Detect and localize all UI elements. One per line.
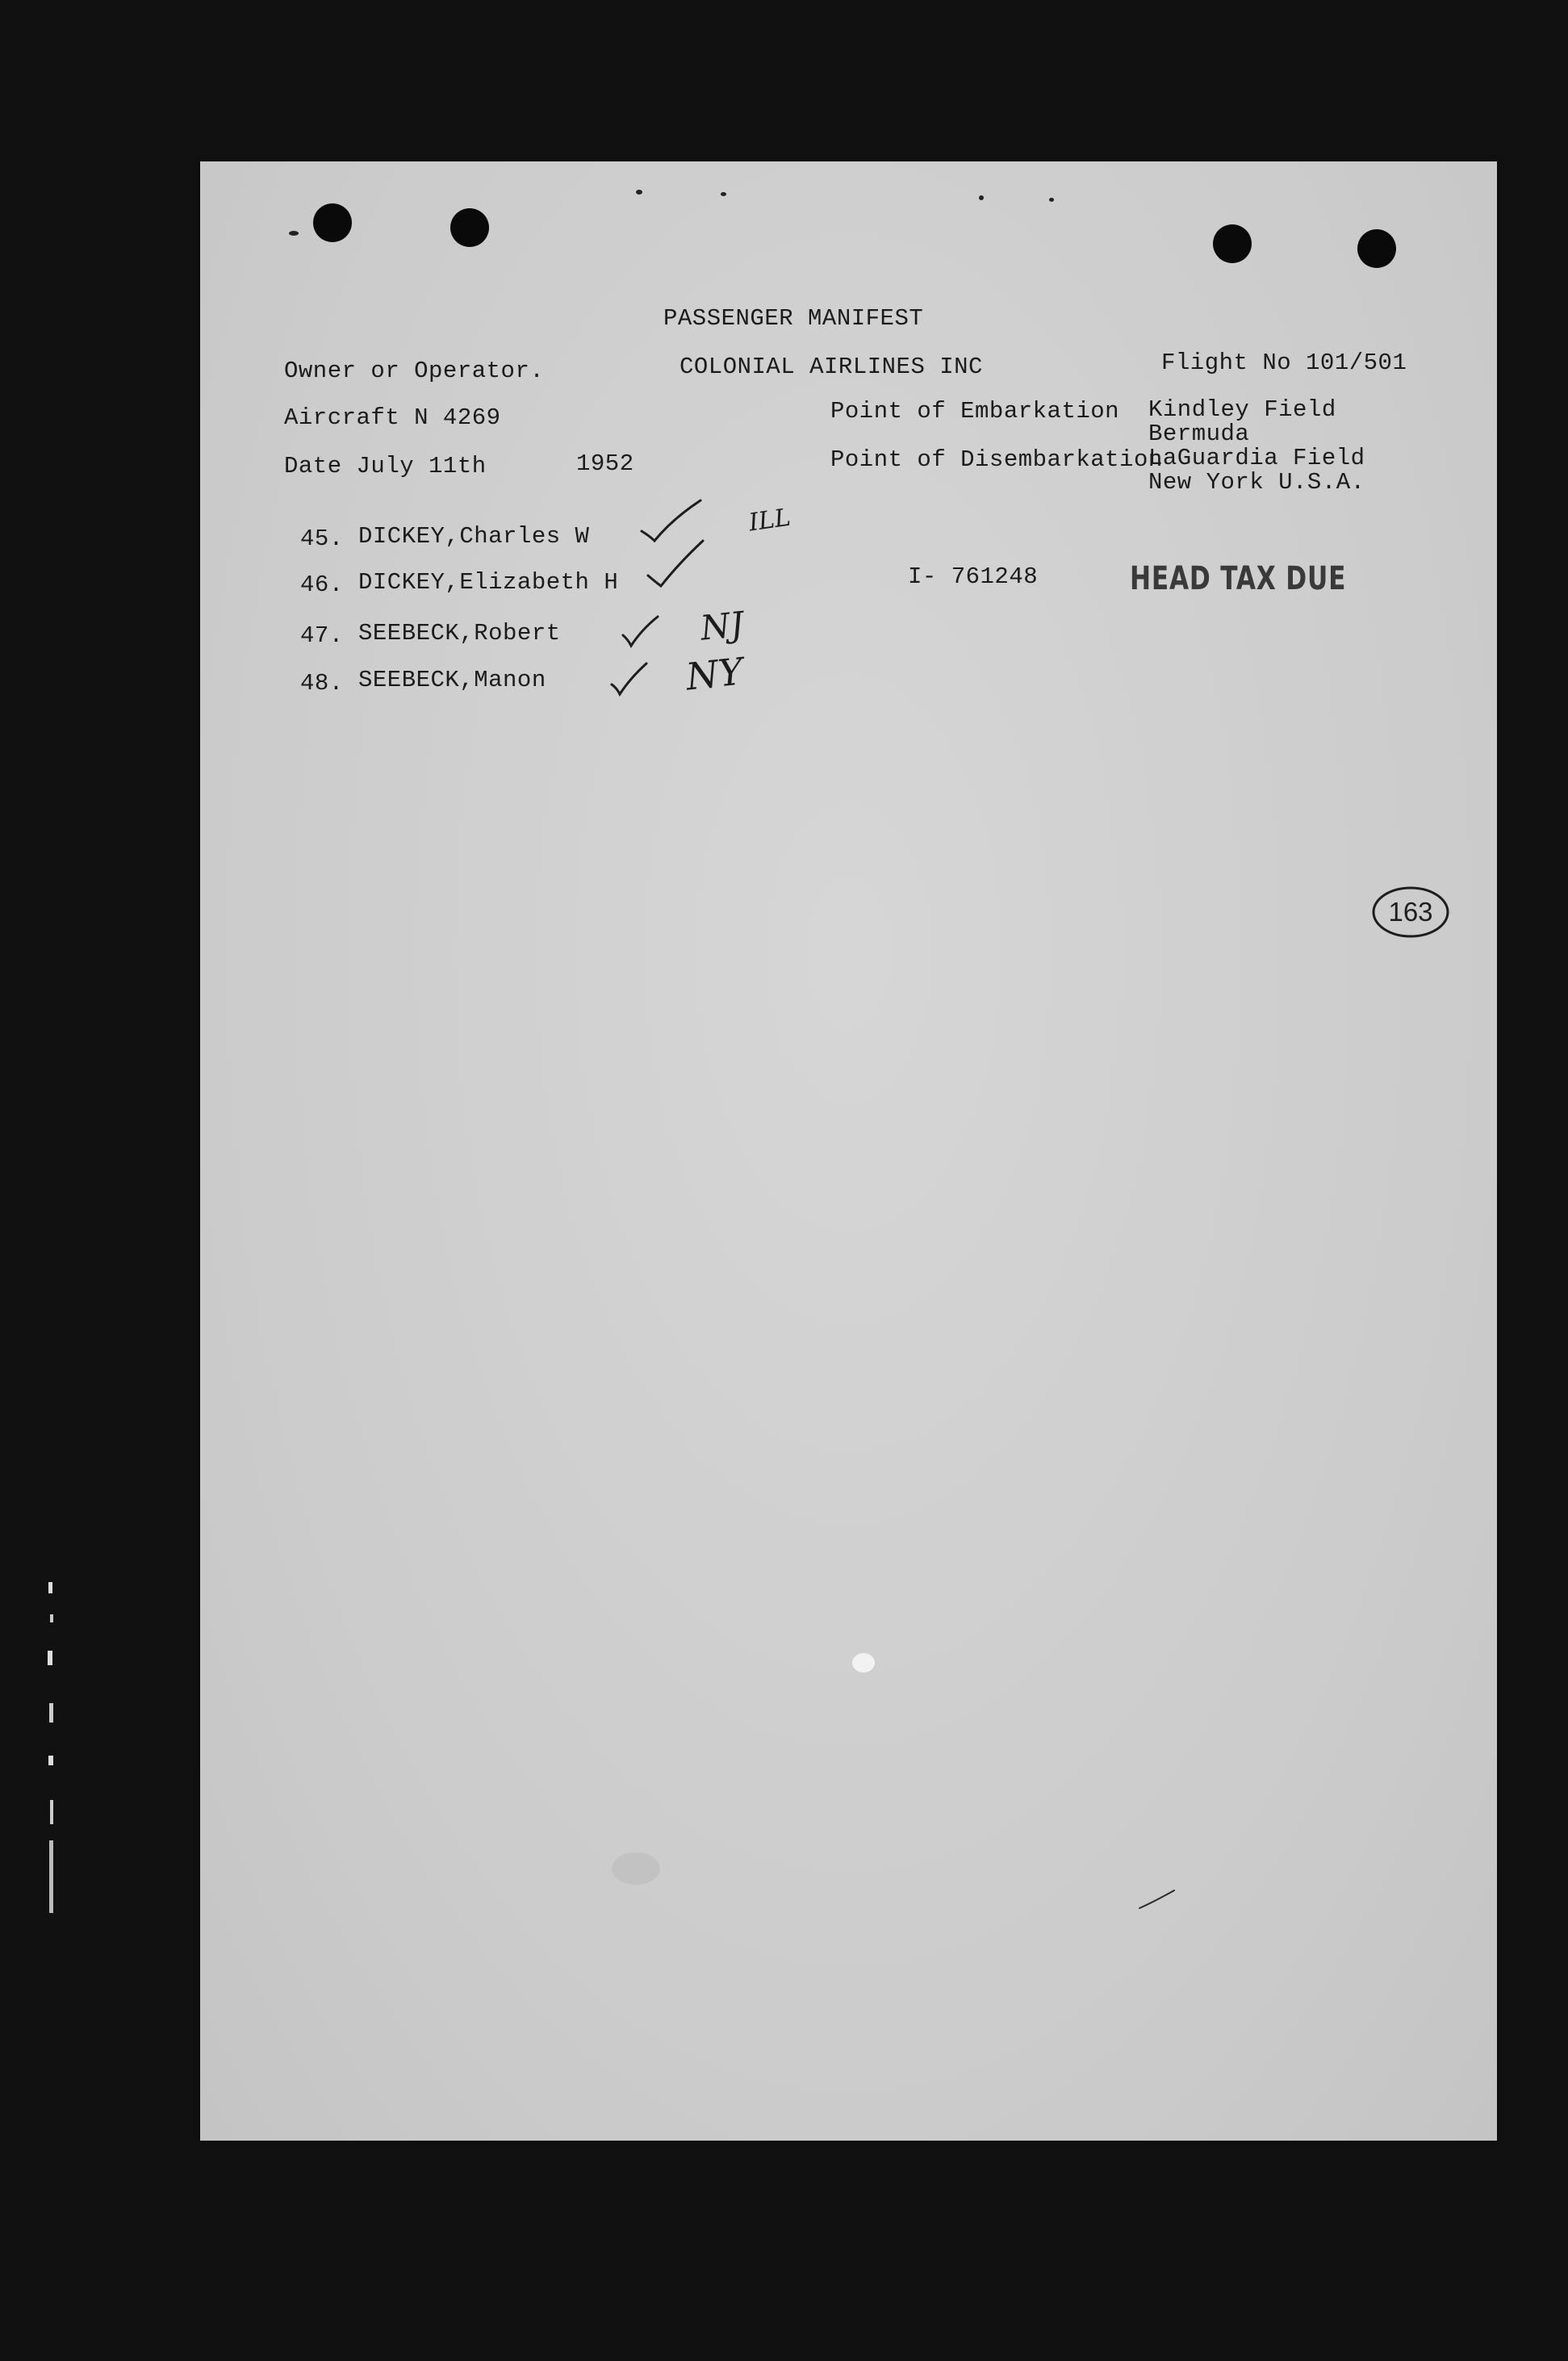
passenger-name: DICKEY,Elizabeth H [358,569,619,596]
passenger-name: DICKEY,Charles W [358,523,590,550]
speck [852,1653,875,1672]
page-number: 163 [1388,897,1433,927]
punch-hole [1213,224,1252,263]
owner-label: Owner or Operator. [284,358,545,384]
check-mark [646,539,711,596]
state-annotation: ILL [746,503,792,538]
embarkation-country: Bermuda [1148,421,1250,447]
disembarkation-country: New York U.S.A. [1148,469,1365,496]
circled-page-number [1370,884,1451,940]
punch-hole [450,208,489,247]
flight-number: Flight No 101/501 [1161,350,1407,376]
aircraft-number: Aircraft N 4269 [284,404,501,431]
punch-hole [1357,229,1396,268]
speck [612,1852,660,1885]
speck [1049,198,1054,202]
check-mark [610,662,650,698]
punch-hole [313,203,352,242]
speck [289,231,299,236]
disembarkation-place: LaGuardia Field [1148,445,1365,471]
passenger-number: 48. [300,670,344,697]
embarkation-place: Kindley Field [1148,396,1336,423]
speck [636,190,642,195]
head-tax-stamp: HEAD TAX DUE [1130,560,1347,597]
check-mark [621,615,662,651]
pencil-mark [1138,1887,1178,1911]
speck [721,192,726,196]
manifest-sheet [200,161,1497,2141]
disembarkation-label: Point of Disembarkation [830,446,1163,473]
passenger-number: 45. [300,525,344,552]
passenger-name: SEEBECK,Robert [358,620,561,647]
manifest-date: Date July 11th [284,453,487,479]
embarkation-label: Point of Embarkation [830,398,1120,425]
state-annotation: NJ [698,604,746,648]
passenger-number: 46. [300,571,344,598]
operator-name: COLONIAL AIRLINES INC [679,354,983,380]
registration-number: I- 761248 [908,563,1039,590]
speck [979,195,984,200]
state-annotation: NY [684,649,746,699]
manifest-year: 1952 [576,450,634,477]
passenger-number: 47. [300,622,344,649]
manifest-title: PASSENGER MANIFEST [663,305,924,332]
passenger-name: SEEBECK,Manon [358,667,546,693]
film-edge-marks [40,1582,73,2034]
